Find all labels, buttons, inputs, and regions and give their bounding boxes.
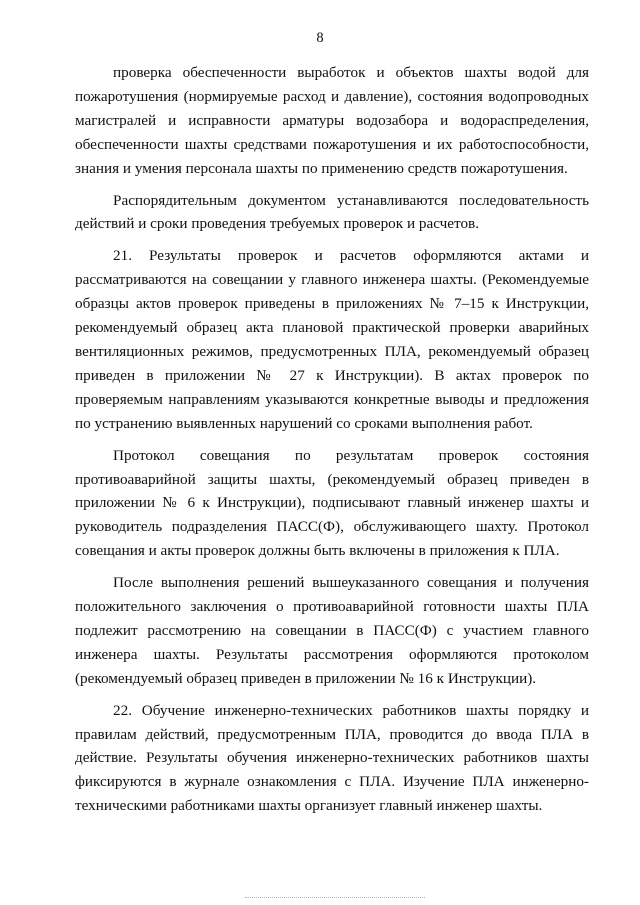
paragraph-item-21: 21. Результаты проверок и расчетов оформляются актами и рассматриваются на совещании у главного инженера шахты. (Рекомендуемые образцы актов проверок приведены в приложениях № 7–15 к Инструкции, рекомендуемый образец акта плановой практической проверки аварийных вентиляционных режимов, предусмотренных ПЛА, рекомендуемый образец приведен в приложении № 27 к Инструкции). В актах проверок по проверяемым направлениям указываются конкретные выводы и предложения по устранению выявленных нарушений со сроками выполнения работ. bbox=[75, 247, 589, 432]
paragraph-meeting-protocol: Протокол совещания по результатам проверок состояния противоаварийной защиты шахты, (рекомендуемый образец приведен в приложении № 6 к Инструкции), подписывают главный инженер шахты и руководитель подразделения ПАСС(Ф), обслуживающего шахту. Протокол совещания и акты проверок должны быть включены в приложения к ПЛА. bbox=[75, 446, 589, 560]
paragraph-fire-water-check: проверка обеспеченности выработок и объектов шахты водой для пожаротушения (нормируемые расход и давление), состояния водопроводных магистралей и исправности арматуры водозабора и водораспределения, обеспеченности шахты средствами пожаротушения и их работоспособности, знания и умения персонала шахты по применению средств пожаротушения. bbox=[75, 64, 589, 177]
page-number: 8 bbox=[316, 30, 324, 46]
bottom-edge-artifact bbox=[245, 897, 425, 898]
paragraph-administrative-document: Распорядительным документом устанавливаются последовательность действий и сроки проведения требуемых проверок и расчетов. bbox=[75, 191, 589, 233]
document-body bbox=[75, 61, 589, 826]
paragraph-pass-review: После выполнения решений вышеуказанного совещания и получения положительного заключения о противоаварийной готовности шахты ПЛА подлежит рассмотрению на совещании в ПАСС(Ф) с участием главного инженера шахты. Результаты рассмотрения оформляются протоколом (рекомендуемый образец приведен в приложении № 16 к Инструкции). bbox=[75, 574, 589, 687]
paragraph-item-22: 22. Обучение инженерно-технических работников шахты порядку и правилам действий, предусмотренным ПЛА, проводится до ввода ПЛА в действие. Результаты обучения инженерно-технических работников шахты фиксируются в журнале ознакомления с ПЛА. Изучение ПЛА инженерно-техническими работниками шахты организует главный инженер шахты. bbox=[75, 701, 589, 815]
